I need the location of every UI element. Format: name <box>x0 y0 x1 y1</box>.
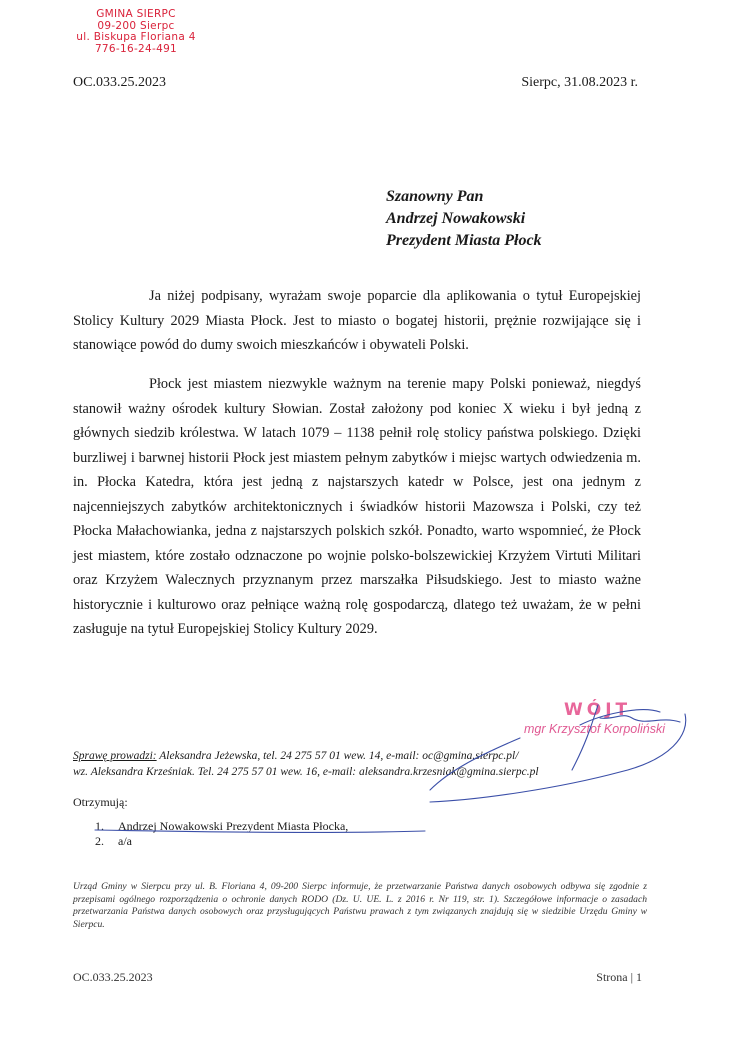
addressee-block <box>386 186 542 252</box>
recipient-item <box>95 819 348 834</box>
signature-stamp-title: WÓJT <box>564 700 632 720</box>
recipients-list <box>95 819 348 849</box>
letter-body-paragraph-2 <box>73 372 641 642</box>
stamp-line: 09-200 Sierpc <box>97 19 175 32</box>
stamp-line: ul. Biskupa Floriana 4 <box>76 31 196 43</box>
contact-primary: Aleksandra Jeżewska, tel. 24 275 57 01 wew. 14, e-mail: oc@gmina.sierpc.pl/ <box>156 750 519 762</box>
recipient-text: a/a <box>118 834 132 848</box>
addressee-title: Prezydent Miasta Płock <box>386 232 542 249</box>
municipality-stamp <box>66 9 206 55</box>
rodo-notice: Urząd Gminy w Sierpcu przy ul. B. Floriana 4, 09-200 Sierpc informuje, że przetwarzanie Państwa danych osobowych odbywa się zgodnie z przepisami ogólnego rozporządzenia o ochronie danych RODO (Dz. U. UE. L. z 2016 r. Nr 119, str. 1). Szczegółowe informacje o zasadach przetwarzania Państwa danych osobowych oraz przysługujących Państwu prawach z tym związanych znajdują się w siedzibie Urzędu Gminy w Sierpcu. <box>73 881 647 930</box>
recipient-item <box>95 834 348 849</box>
letter-body-paragraph-1 <box>73 284 641 358</box>
place-date: Sierpc, 31.08.2023 r. <box>521 75 638 90</box>
signature-stamp-name: mgr Krzysztof Korpoliński <box>524 722 666 736</box>
stamp-line: 776-16-24-491 <box>94 42 178 55</box>
page-number: Strona | 1 <box>596 970 642 984</box>
contact-line-2: wz. Aleksandra Krześniak. Tel. 24 275 57 01 wew. 16, e-mail: aleksandra.krzesniak@gmina.sierpc.pl <box>73 766 539 778</box>
document-reference: OC.033.25.2023 <box>73 75 166 90</box>
paragraph: Ja niżej podpisany, wyrażam swoje poparcie dla aplikowania o tytuł Europejskiej Stolicy Kultury 2029 Miasta Płock. Jest to miasto o bogatej historii, prężnie rozwijające się i stanowiące powód do dumy swoich mieszkańców i obywateli Polski. <box>73 288 641 353</box>
case-handler-contact <box>73 748 539 780</box>
contact-line-1 <box>73 748 539 764</box>
addressee-name: Andrzej Nowakowski <box>386 210 526 227</box>
paragraph: Płock jest miastem niezwykle ważnym na terenie mapy Polski ponieważ, niegdyś stanowił ważny ośrodek kultury Słowian. Został założony pod koniec X wieku i był jedną z głównych siedzib królestwa. W latach 1079 – 1138 pełnił rolę stolicy państwa polskiego. Dzięki burzliwej i barwnej historii Płock jest miastem pełnym zabytków i miejsc wartych odwiedzenia m. in. Płocka Katedra, która jest jedną z najstarszych katedr w Polsce, jest ona jednym z najcenniejszych zabytków architektonicznych i świadków historii Mazowsza i Polski, czy też Płocka Małachowianka, jedna z najstarszych polskich szkół. Ponadto, warto wspomnieć, że Płock jest miastem, które zostało odznaczone po wojnie polsko-bolszewickiej Krzyżem Virtuti Militari oraz Krzyżem Walecznych przyznanym przez marszałka Piłsudskiego. Jest to miasto ważne historycznie i kulturowo oraz pełniące ważną rolę gospodarczą, dlatego też uważam, że w pełni zasługuje na tytuł Europejskiej Stolicy Kultury 2029. <box>73 376 641 637</box>
footer-reference: OC.033.25.2023 <box>73 970 153 984</box>
stamp-line: GMINA SIERPC <box>96 8 176 20</box>
recipient-text: Andrzej Nowakowski Prezydent Miasta Płocka, <box>118 819 349 833</box>
recipients-label: Otrzymują: <box>73 795 128 809</box>
salutation: Szanowny Pan <box>386 188 484 205</box>
contact-label: Sprawę prowadzi: <box>73 750 157 762</box>
recipient-number: 1. <box>95 819 104 833</box>
recipient-number: 2. <box>95 834 104 848</box>
